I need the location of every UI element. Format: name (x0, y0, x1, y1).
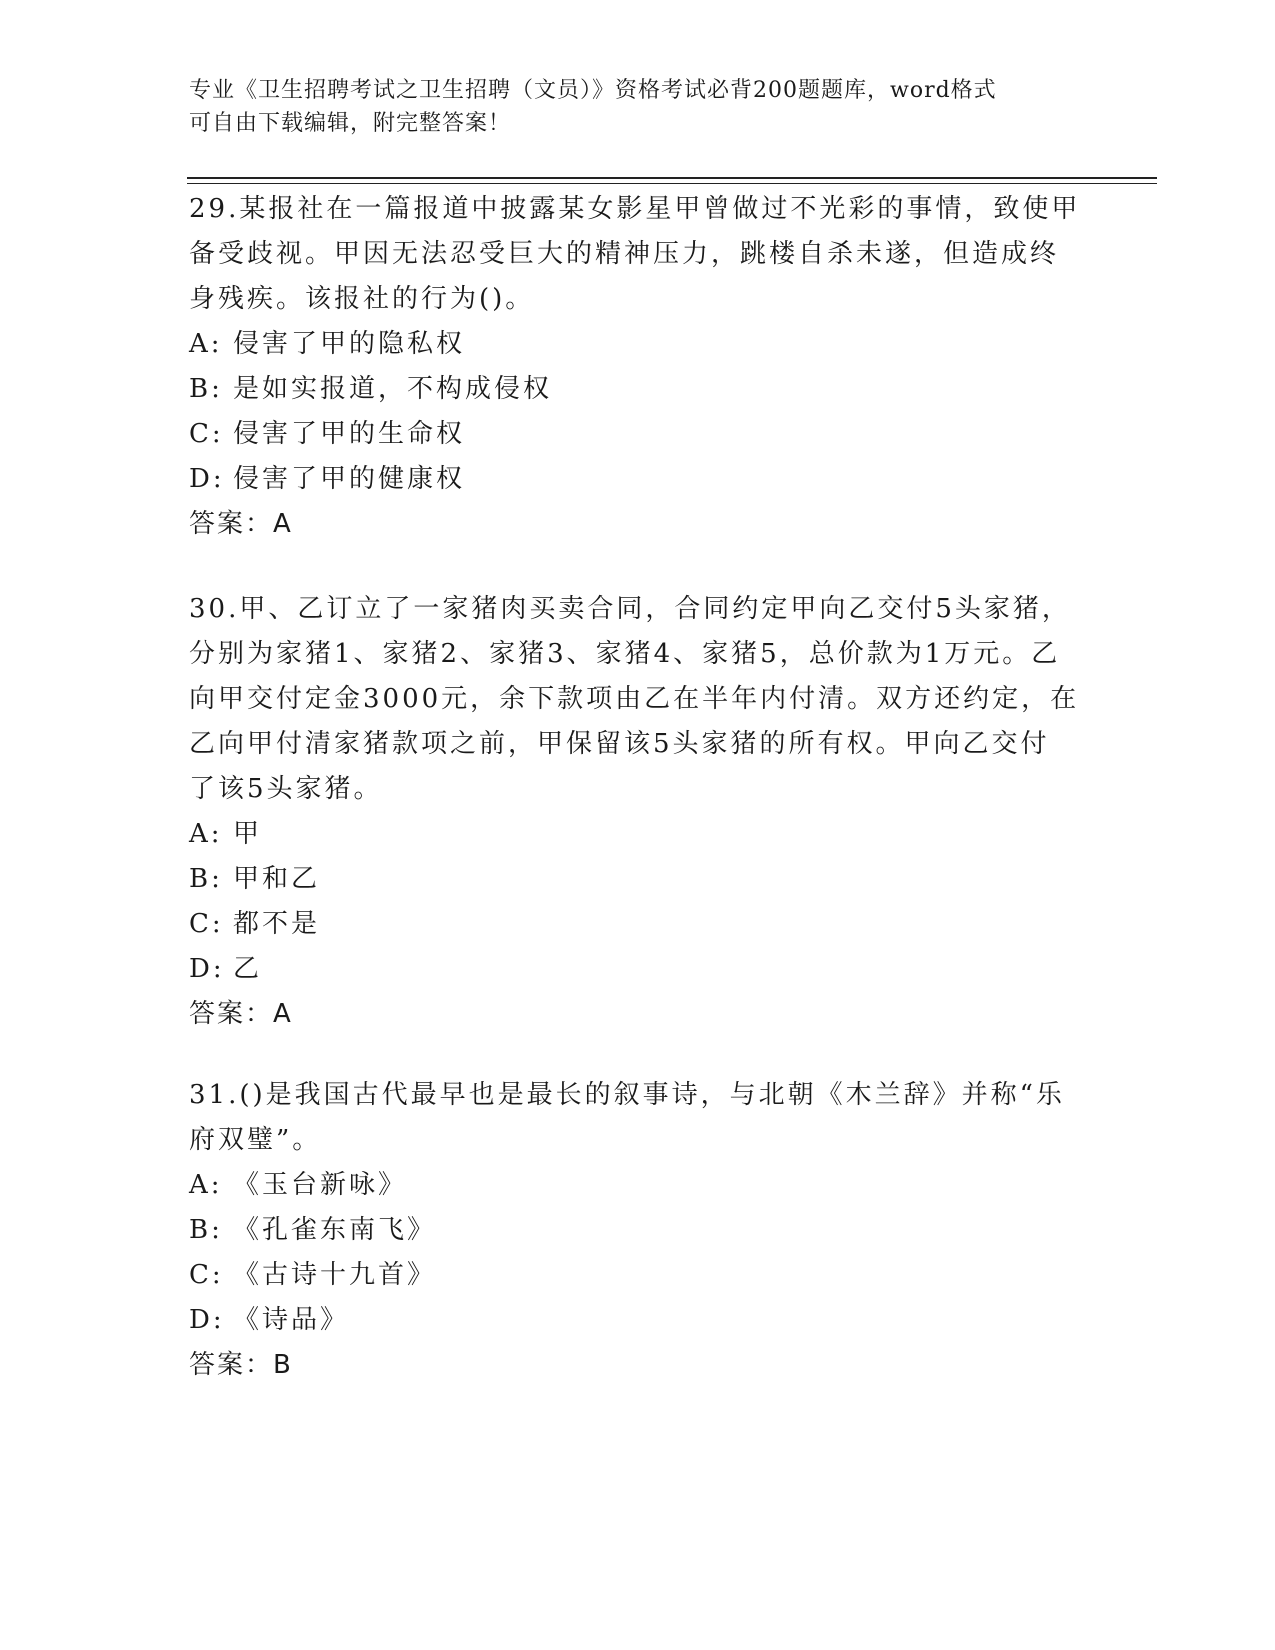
header-line-1: 专业《卫生招聘考试之卫生招聘（文员）》资格考试必背200题题库，word格式 (189, 78, 997, 103)
answer: 答案：B (189, 1350, 293, 1380)
option-key: C: (189, 1260, 224, 1290)
option-text: 《古诗十九首》 (233, 1260, 437, 1290)
option-text: 侵害了甲的健康权 (233, 464, 466, 494)
option-b (189, 857, 1089, 902)
option-key: B: (189, 374, 223, 404)
option-key: B: (189, 864, 223, 894)
stem-line: 了该5头家猪。 (189, 774, 383, 804)
option-key: A: (189, 329, 223, 359)
stem-line: 备受歧视。甲因无法忍受巨大的精神压力，跳楼自杀未遂，但造成终 (189, 239, 1060, 269)
question-stem (189, 1073, 1089, 1163)
option-key: C: (189, 419, 224, 449)
option-key: D: (189, 1305, 225, 1335)
answer: 答案：A (189, 999, 293, 1029)
question-31 (189, 1073, 1089, 1388)
option-key: D: (189, 464, 225, 494)
option-c (189, 902, 1089, 947)
option-b (189, 367, 1089, 412)
stem-line: 身残疾。该报社的行为()。 (189, 284, 535, 314)
option-b (189, 1208, 1089, 1253)
option-text: 侵害了甲的生命权 (233, 419, 466, 449)
stem-line: 府双璧”。 (189, 1125, 322, 1155)
header-divider-thin (187, 183, 1157, 184)
question-29 (189, 187, 1089, 547)
option-key: C: (189, 909, 224, 939)
stem-line: 30.甲、乙订立了一家猪肉买卖合同，合同约定甲向乙交付5头家猪， (189, 594, 1071, 624)
header-divider-thick (187, 177, 1157, 179)
stem-line: 分别为家猪1、家猪2、家猪3、家猪4、家猪5，总价款为1万元。乙 (189, 639, 1061, 669)
stem-line: 乙向甲付清家猪款项之前，甲保留该5头家猪的所有权。甲向乙交付 (189, 729, 1050, 759)
option-text: 《诗品》 (233, 1305, 350, 1335)
option-d (189, 1298, 1089, 1343)
option-d (189, 947, 1089, 992)
question-stem (189, 587, 1089, 812)
header-line-2: 可自由下载编辑，附完整答案！ (189, 111, 512, 136)
option-c (189, 412, 1089, 457)
option-text: 都不是 (233, 909, 321, 939)
stem-line: 29.某报社在一篇报道中披露某女影星甲曾做过不光彩的事情，致使甲 (189, 194, 1081, 224)
stem-line: 31.()是我国古代最早也是最长的叙事诗，与北朝《木兰辞》并称“乐 (189, 1080, 1065, 1110)
option-d (189, 457, 1089, 502)
option-text: 《孔雀东南飞》 (233, 1215, 437, 1245)
option-text: 乙 (233, 954, 263, 984)
option-key: B: (189, 1215, 223, 1245)
document-header (189, 74, 1089, 140)
option-a (189, 322, 1089, 367)
option-a (189, 1163, 1089, 1208)
option-a (189, 812, 1089, 857)
option-text: 《玉台新咏》 (233, 1170, 408, 1200)
option-text: 甲和乙 (233, 864, 321, 894)
stem-line: 向甲交付定金3000元，余下款项由乙在半年内付清。双方还约定，在 (189, 684, 1080, 714)
option-key: A: (189, 1170, 223, 1200)
option-text: 是如实报道，不构成侵权 (233, 374, 553, 404)
option-c (189, 1253, 1089, 1298)
question-30 (189, 587, 1089, 1037)
option-text: 侵害了甲的隐私权 (233, 329, 466, 359)
option-text: 甲 (233, 819, 263, 849)
question-stem (189, 187, 1089, 322)
option-key: A: (189, 819, 223, 849)
answer: 答案：A (189, 509, 293, 539)
option-key: D: (189, 954, 225, 984)
